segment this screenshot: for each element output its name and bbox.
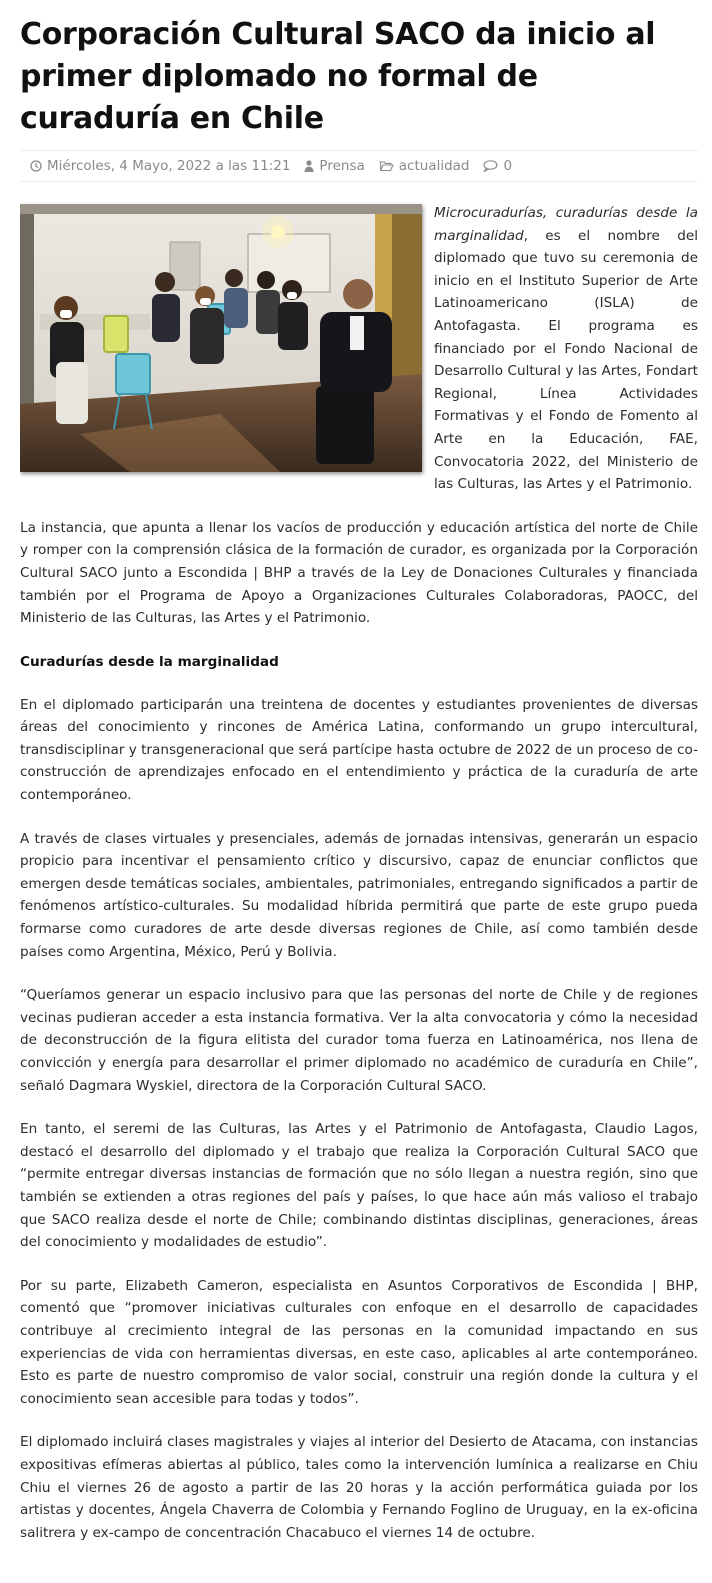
post-meta (20, 150, 698, 182)
lead-italic: Microcuradurías, curadurías desde la marginalidad (434, 205, 698, 244)
post-category[interactable] (379, 158, 470, 174)
paragraph-7: El diplomado incluirá clases magistrales y viajes al interior del Desierto de Atacama, con instancias expositivas efímeras abiertas al público, tales como la intervención lumínica a realizarse en Chiu Chiu el viernes 26 de agosto a partir de las 20 horas y la acción performática guiada por los artistas y docentes, Ángela Chaverra de Colombia y Fernando Foglino de Uruguay, en la ex-oficina salitrera y ex-campo de concentración Chacabuco el viernes 14 de octubre. (20, 1434, 698, 1541)
lead-block (20, 202, 698, 496)
post-author-link[interactable]: Prensa (319, 158, 365, 174)
paragraph-1: La instancia, que apunta a llenar los vacíos de producción y educación artística del norte de Chile y romper con la comprensión clásica de la formación de curador, es organizada por la Corporación Cultural SACO junto a Escondida | BHP a través de la Ley de Donaciones Culturales y financiada también por el Programa de Apoyo a Organizaciones Culturales Colaboradoras, PAOCC, del Ministerio de las Culturas, las Artes y el Patrimonio. (20, 519, 698, 627)
paragraph-4: “Queríamos generar un espacio inclusivo para que las personas del norte de Chile y de regiones vecinas pudieran acceder a esta instancia formativa. Ver la alta convocatoria y cómo la necesidad de deconstrucción de la figura elitista del curador toma fuerza en Latinoamérica, nos llena de convicción y energía para desarrollar el primer diplomado no académico de curaduría en Chile”, señaló Dagmara Wyskiel, directora de la Corporación Cultural SACO. (20, 987, 698, 1094)
paragraph-5: En tanto, el seremi de las Culturas, las Artes y el Patrimonio de Antofagasta, Claudio Lagos, destacó el desarrollo del diplomado y el trabajo que realiza la Corporación Cultural SACO que “permite entregar diversas instancias de formación que no sólo llegan a nuestra región, sino que también se extienden a otras regiones del país y países, lo que hace aún más valioso el trabajo que SACO realiza desde el norte de Chile; combinando distintas disciplinas, generaciones, áreas del conocimiento y modalidades de estudio”. (20, 1121, 698, 1251)
section-heading: Curadurías desde la marginalidad (20, 653, 279, 670)
paragraph-3: A través de clases virtuales y presenciales, además de jornadas intensivas, generarán un espacio propicio para incentivar el pensamiento crítico y discursivo, capaz de enunciar conflictos que emergen desde temáticas sociales, ambientales, patrimoniales, entregando significados a partir de fenómenos artístico-culturales. Su modalidad híbrida permitirá que parte de este grupo pueda formarse como curadores de arte desde diversas regiones de Chile, así como también desde países como Argentina, México, Perú y Bolivia. (20, 830, 698, 960)
article-photo (20, 204, 422, 472)
lead-text: , es el nombre del diplomado que tuvo su ceremonia de inicio en el Instituto Superior de Arte Latinoamericano (ISLA) de Antofagasta. El programa es financiado por el Fondo Nacional de Desarrollo Cultural y las Artes, Fondart Regional, Línea Actividades Formativas y el Fondo de Fomento al Arte en la Educación, FAE, Convocatoria 2022, del Ministerio de las Culturas, las Artes y el Patrimonio. (434, 227, 698, 493)
post-comments-count[interactable]: 0 (503, 158, 513, 174)
group-photo-image (20, 204, 422, 472)
post-date-text: Miércoles, 4 Mayo, 2022 a las 11:21 (47, 158, 291, 174)
user-icon (304, 160, 314, 172)
post-comments[interactable] (483, 158, 512, 174)
paragraph-6: Por su parte, Elizabeth Cameron, especialista en Asuntos Corporativos de Escondida | BHP, comentó que “promover iniciativas culturales con enfoque en el desarrollo de capacidades contribuye al crecimiento integral de las personas en la comunidad impactando en sus experiencias de vida con herramientas diversas, en este caso, aplicables al arte contemporáneo. Esto es parte de nuestro compromiso de valor social, construir una región donde la cultura y el conocimiento sean accesible para todas y todos”. (20, 1277, 698, 1407)
clock-icon (30, 160, 42, 172)
post-date (30, 158, 290, 174)
comment-icon (483, 160, 498, 172)
paragraph-2: En el diplomado participarán una treintena de docentes y estudiantes provenientes de diversas áreas del conocimiento y rincones de América Latina, conformando un grupo intercultural, transdisciplinar y transgeneracional que será partícipe hasta octubre de 2022 de un proceso de co-construcción de aprendizajes enfocado en el entendimiento y práctica de la curaduría de arte contemporáneo. (20, 696, 698, 804)
folder-icon (379, 160, 394, 172)
post-category-link[interactable]: actualidad (398, 158, 470, 174)
post-author[interactable] (304, 158, 364, 174)
article-title: Corporación Cultural SACO da inicio al primer diplomado no formal de curaduría en Chile (20, 17, 656, 136)
